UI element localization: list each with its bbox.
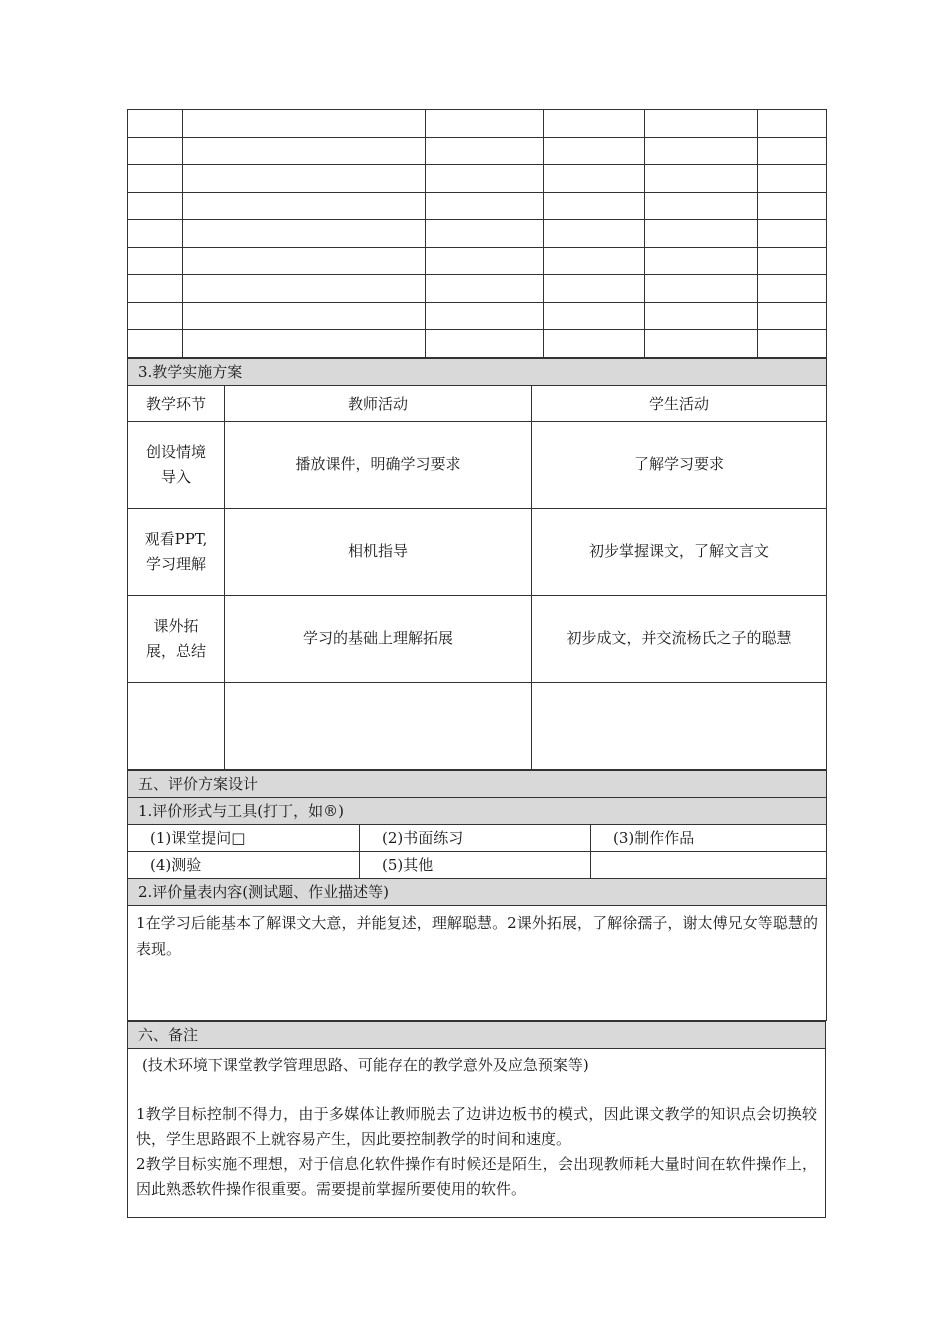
blank-row [128, 110, 827, 138]
evaluation-scale-title: 2.评价量表内容(测试题、作业描述等) [128, 878, 827, 905]
stage-cell: 观看PPT,学习理解 [128, 508, 225, 595]
notes-subtitle: (技术环境下课堂教学管理思路、可能存在的教学意外及应急预案等) [142, 1055, 589, 1074]
stage-cell [128, 682, 225, 769]
blank-cell [544, 330, 645, 358]
blank-cell [128, 302, 183, 330]
blank-cell [758, 275, 827, 303]
blank-cell [426, 110, 544, 138]
blank-cell [544, 247, 645, 275]
stage-cell: 创设情境导入 [128, 421, 225, 508]
blank-cell [426, 302, 544, 330]
notes-content [128, 1048, 826, 1217]
blank-cell [758, 302, 827, 330]
blank-cell [758, 192, 827, 220]
blank-cell [183, 247, 426, 275]
blank-cell [183, 302, 426, 330]
blank-cell [544, 192, 645, 220]
implementation-title: 3.教学实施方案 [128, 358, 827, 385]
blank-cell [645, 110, 758, 138]
blank-cell [426, 165, 544, 193]
lesson-plan-document [127, 109, 826, 1218]
notes-table [127, 1021, 826, 1218]
blank-cell [645, 192, 758, 220]
blank-cell [426, 275, 544, 303]
table-row [128, 595, 827, 682]
blank-cell [426, 330, 544, 358]
evaluation-form-title: 1.评价形式与工具(打丁，如®) [128, 797, 827, 824]
blank-row [128, 247, 827, 275]
blank-cell [645, 165, 758, 193]
blank-cell [645, 220, 758, 248]
blank-cell [758, 137, 827, 165]
evaluation-scale-content [128, 905, 827, 1020]
blank-cell [426, 247, 544, 275]
blank-cell [183, 192, 426, 220]
blank-cell [758, 330, 827, 358]
option-other: (5)其他 [360, 851, 591, 878]
evaluation-title: 五、评价方案设计 [128, 770, 827, 797]
blank-cell [758, 110, 827, 138]
blank-cell [544, 302, 645, 330]
header-teacher-activity: 教师活动 [225, 385, 532, 421]
blank-cell [128, 247, 183, 275]
blank-cell [544, 137, 645, 165]
option-test: (4)测验 [128, 851, 360, 878]
header-stage: 教学环节 [128, 385, 225, 421]
table-row [128, 508, 827, 595]
implementation-table [127, 358, 827, 770]
stage-cell: 课外拓展，总结 [128, 595, 225, 682]
blank-cell [645, 330, 758, 358]
blank-cell [128, 137, 183, 165]
blank-cell [128, 275, 183, 303]
option-make-work: (3)制作作品 [591, 824, 827, 851]
blank-cell [758, 165, 827, 193]
notes-paragraph-2: 2教学目标实施不理想，对于信息化软件操作有时候还是陌生，会出现教师耗大量时间在软件操作上，因此熟悉软件操作很重要。需要提前掌握所要使用的软件。 [136, 1154, 817, 1198]
blank-cell [645, 247, 758, 275]
blank-cell [128, 110, 183, 138]
blank-cell [183, 110, 426, 138]
student-cell: 初步掌握课文，了解文言文 [532, 508, 827, 595]
evaluation-scale-text: 1在学习后能基本了解课文大意，并能复述，理解聪慧。2课外拓展，了解徐孺子，谢太傅兄女等聪慧的表现。 [136, 913, 818, 958]
blank-cell [183, 220, 426, 248]
blank-cell [645, 302, 758, 330]
student-cell: 初步成文，并交流杨氏之子的聪慧 [532, 595, 827, 682]
blank-row [128, 192, 827, 220]
teacher-cell: 播放课件，明确学习要求 [225, 421, 532, 508]
evaluation-table [127, 770, 827, 1021]
blank-row [128, 330, 827, 358]
student-cell: 了解学习要求 [532, 421, 827, 508]
teacher-cell: 相机指导 [225, 508, 532, 595]
table-row [128, 682, 827, 769]
blank-cell [426, 220, 544, 248]
blank-row [128, 165, 827, 193]
blank-row [128, 302, 827, 330]
blank-cell [426, 192, 544, 220]
option-written-exercise: (2)书面练习 [360, 824, 591, 851]
notes-title: 六、备注 [128, 1021, 826, 1048]
blank-cell [426, 137, 544, 165]
blank-row [128, 137, 827, 165]
blank-cell [128, 192, 183, 220]
table-row [128, 421, 827, 508]
option-classroom-questions: (1)课堂提问□ [128, 824, 360, 851]
teacher-cell: 学习的基础上理解拓展 [225, 595, 532, 682]
student-cell [532, 682, 827, 769]
blank-cell [183, 275, 426, 303]
blank-cell [183, 137, 426, 165]
teacher-cell [225, 682, 532, 769]
blank-cell [183, 330, 426, 358]
blank-cell [128, 165, 183, 193]
blank-cell [544, 165, 645, 193]
blank-cell [645, 137, 758, 165]
blank-cell [128, 220, 183, 248]
notes-paragraph-1: 1教学目标控制不得力，由于多媒体让教师脱去了边讲边板书的模式，因此课文教学的知识点会切换较快，学生思路跟不上就容易产生，因此要控制教学的时间和速度。 [136, 1104, 817, 1148]
blank-cell [183, 165, 426, 193]
blank-row [128, 220, 827, 248]
blank-cell [544, 110, 645, 138]
blank-cell [544, 275, 645, 303]
blank-cell [544, 220, 645, 248]
blank-grid-table [127, 109, 827, 358]
blank-cell [758, 247, 827, 275]
blank-cell [128, 330, 183, 358]
blank-cell [645, 275, 758, 303]
blank-row [128, 275, 827, 303]
option-empty [591, 851, 827, 878]
header-student-activity: 学生活动 [532, 385, 827, 421]
blank-cell [758, 220, 827, 248]
